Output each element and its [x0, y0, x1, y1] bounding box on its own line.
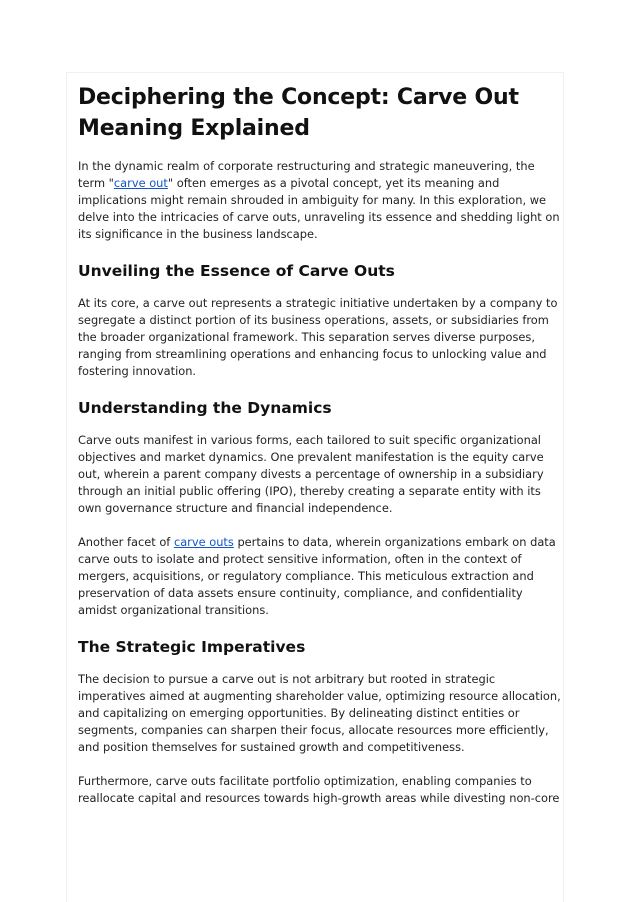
carve-out-link[interactable]: carve out	[113, 176, 168, 190]
section-heading-essence: Unveiling the Essence of Carve Outs	[78, 262, 395, 280]
dynamics-paragraph-2	[78, 534, 562, 619]
intro-text-after: " often emerges as a pivotal concept, yet its meaning and implications might remain shrouded in ambiguity for many. In this exploration, we delve into the intricacies of carve outs, unraveling its essence and shedding light on its significance in the business landscape.	[78, 176, 560, 241]
section-heading-imperatives: The Strategic Imperatives	[78, 638, 306, 656]
dynamics-paragraph-1: Carve outs manifest in various forms, each tailored to suit specific organizational objectives and market dynamics. One prevalent manifestation is the equity carve out, wherein a parent company divests a percentage of ownership in a subsidiary through an initial public offering (IPO), thereby creating a separate entity with its own governance structure and financial independence.	[78, 433, 544, 515]
essence-paragraph: At its core, a carve out represents a strategic initiative undertaken by a company to segregate a distinct portion of its business operations, assets, or subsidiaries from the broader organizational framework. This separation serves diverse purposes, ranging from streamlining operations and enhancing focus to unlocking value and fostering innovation.	[78, 296, 558, 378]
section-heading-dynamics: Understanding the Dynamics	[78, 399, 332, 417]
intro-text-before: In the dynamic realm of corporate restructuring and strategic maneuvering, the term "	[78, 159, 535, 190]
article-body	[78, 82, 562, 824]
imperatives-paragraph-1: The decision to pursue a carve out is not arbitrary but rooted in strategic imperatives aimed at augmenting shareholder value, optimizing resource allocation, and capitalizing on emerging opportunities. By delineating distinct entities or segments, companies can sharpen their focus, allocate resources more efficiently, and position themselves for sustained growth and competitiveness.	[78, 672, 561, 754]
dynamics-text-after: pertains to data, wherein organizations embark on data carve outs to isolate and protect sensitive information, often in the context of mergers, acquisitions, or regulatory compliance. This meticulous extraction and preservation of data assets ensure continuity, compliance, and confidentiality amidst organizational transitions.	[78, 535, 556, 617]
carve-outs-link[interactable]: carve outs	[173, 535, 234, 549]
imperatives-paragraph-2: Furthermore, carve outs facilitate portfolio optimization, enabling companies to reallocate capital and resources towards high-growth areas while divesting non-core	[78, 774, 560, 805]
page-title: Deciphering the Concept: Carve Out Meaning Explained	[78, 85, 519, 141]
dynamics-text-before: Another facet of	[78, 535, 174, 549]
intro-paragraph	[78, 158, 562, 243]
